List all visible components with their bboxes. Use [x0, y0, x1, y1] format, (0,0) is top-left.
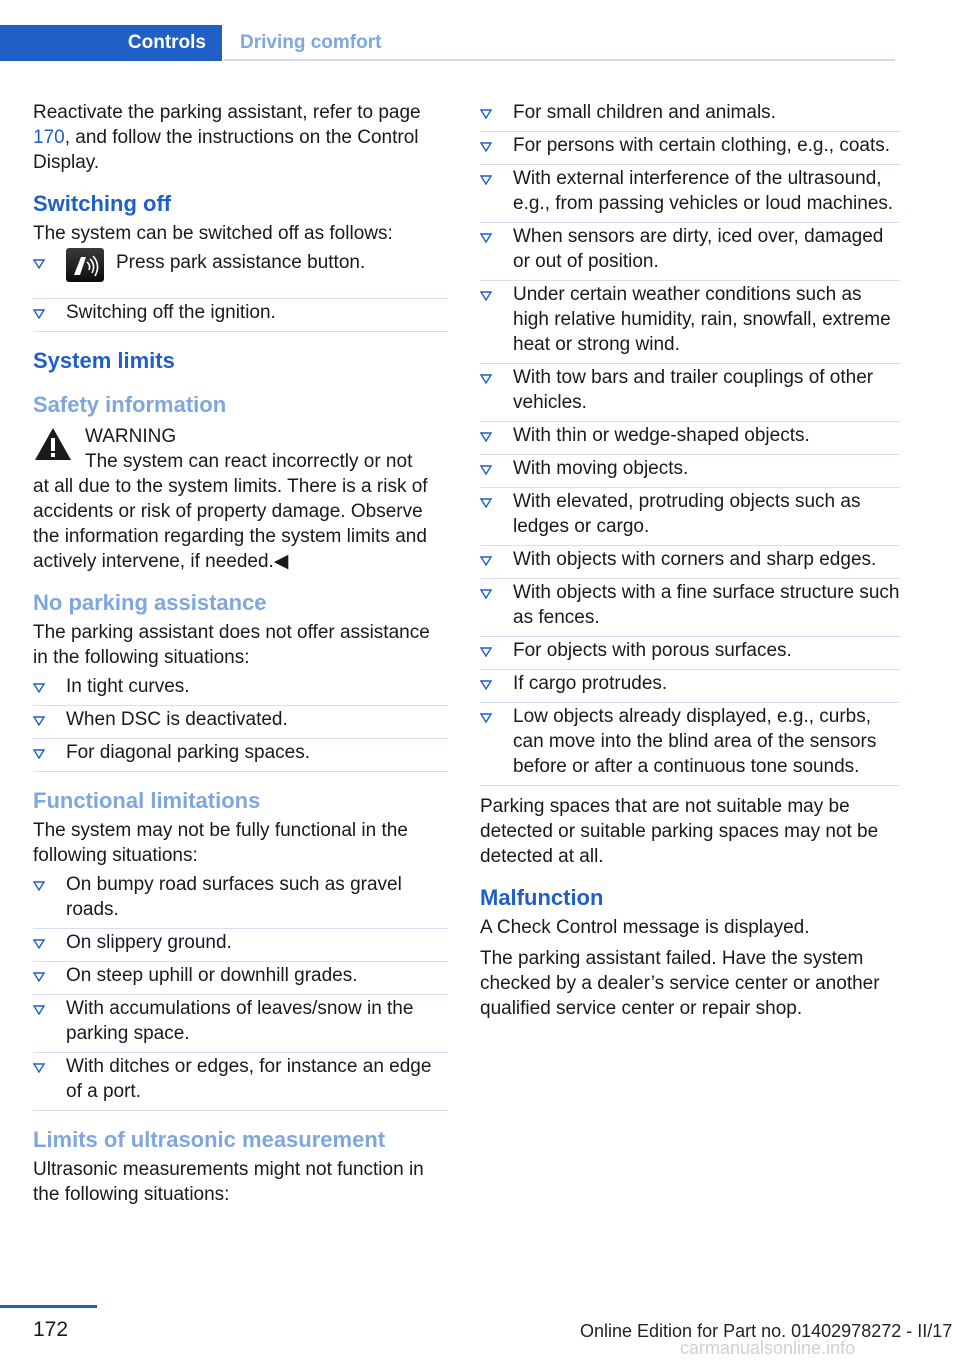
bullet-triangle-icon [33, 881, 45, 891]
heading-ultrasonic-limits: Limits of ultrasonic measurement [33, 1127, 386, 1152]
list-item [33, 707, 448, 739]
list-item [480, 580, 900, 637]
malfunction-text-1: A Check Control message is displayed. [480, 917, 810, 938]
list-item [480, 704, 900, 786]
functional-text: The system may not be fully functional in the following situations: [33, 820, 408, 866]
footer-accent-line [0, 1305, 97, 1308]
bullet-triangle-icon [33, 716, 45, 726]
ultrasonic-list [480, 100, 900, 786]
list-item-text: For diagonal parking spaces. [66, 742, 310, 763]
list-item [480, 671, 900, 703]
list-item-text: With tow bars and trailer couplings of other vehicles. [513, 367, 874, 413]
header-tabs [0, 25, 895, 61]
list-item [480, 224, 900, 281]
list-item-text: With objects with corners and sharp edges. [513, 549, 877, 570]
bullet-triangle-icon [480, 680, 492, 690]
bullet-triangle-icon [33, 309, 45, 319]
bullet-triangle-icon [33, 972, 45, 982]
warning-icon [33, 426, 73, 462]
switching-off-text: The system can be switched off as follows: [33, 223, 393, 244]
list-item [33, 963, 448, 995]
list-item [33, 250, 448, 299]
list-item-text: On steep uphill or downhill grades. [66, 965, 358, 986]
bullet-triangle-icon [33, 939, 45, 949]
list-item [480, 489, 900, 546]
bullet-triangle-icon [480, 647, 492, 657]
ultrasonic-text: Ultrasonic measurements might not function in the following situations: [33, 1159, 424, 1205]
list-item-text: If cargo protrudes. [513, 673, 668, 694]
bullet-triangle-icon [480, 498, 492, 508]
park-button-text: Press park assistance button. [116, 252, 366, 273]
list-item-text: When sensors are dirty, iced over, damaged or out of position. [513, 226, 884, 272]
list-item [480, 282, 900, 364]
bullet-triangle-icon [480, 109, 492, 119]
list-item-text: On bumpy road surfaces such as gravel roads. [66, 874, 402, 920]
list-item-text: Under certain weather conditions such as high relative humidity, rain, snowfall, extreme heat or strong wind. [513, 284, 891, 355]
warning-label: WARNING [85, 426, 177, 447]
list-item [480, 423, 900, 455]
functional-list [33, 872, 448, 1111]
tab-controls[interactable]: Controls [0, 25, 222, 61]
list-item-text: With thin or wedge-shaped objects. [513, 425, 810, 446]
bullet-triangle-icon [480, 175, 492, 185]
heading-functional-limitations: Functional limitations [33, 788, 261, 813]
watermark: carmanualsonline.info [680, 1338, 856, 1358]
heading-switching-off: Switching off [33, 191, 172, 216]
list-item-text: On slippery ground. [66, 932, 232, 953]
switching-off-list [33, 250, 448, 332]
list-item-text: With accumulations of leaves/snow in the parking space. [66, 998, 414, 1044]
list-item-text: When DSC is deactivated. [66, 709, 288, 730]
bullet-triangle-icon [480, 374, 492, 384]
list-item [33, 674, 448, 706]
list-item [480, 100, 900, 132]
list-item-text: With moving objects. [513, 458, 689, 479]
list-item-text: For persons with certain clothing, e.g., coats. [513, 135, 891, 156]
list-item-text: For small children and animals. [513, 102, 776, 123]
list-item [480, 166, 900, 223]
bullet-triangle-icon [480, 465, 492, 475]
list-item-text: Low objects already displayed, e.g., curbs, can move into the blind area of the sensors before or after a continuous tone sounds. [513, 706, 877, 777]
heading-malfunction: Malfunction [480, 885, 604, 910]
bullet-triangle-icon [33, 1005, 45, 1015]
warning-block [33, 424, 448, 474]
list-item [33, 930, 448, 962]
right-column [480, 100, 900, 1031]
intro-text-end: , and follow the instructions on the Control Display. [33, 127, 419, 173]
list-item [33, 1054, 448, 1111]
intro-text: Reactivate the parking assistant, refer to page [33, 102, 421, 123]
intro-paragraph [33, 100, 448, 175]
left-column [33, 100, 448, 1217]
no-parking-list [33, 674, 448, 772]
header-divider [224, 59, 895, 61]
bullet-triangle-icon [33, 749, 45, 759]
list-item [480, 133, 900, 165]
list-item [33, 996, 448, 1053]
list-item-text: In tight curves. [66, 676, 190, 697]
list-item-text: With elevated, protruding objects such as ledges or cargo. [513, 491, 861, 537]
list-item-text: Switching off the ignition. [66, 302, 276, 323]
warning-text-first-line: The system can react incorrectly or not [85, 451, 413, 472]
park-assist-button-icon [66, 248, 104, 282]
bullet-triangle-icon [480, 713, 492, 723]
list-item-text: With ditches or edges, for instance an edge of a port. [66, 1056, 432, 1102]
list-item [33, 740, 448, 772]
list-item [33, 300, 448, 332]
no-parking-text: The parking assistant does not offer assistance in the following situations: [33, 622, 430, 668]
bullet-triangle-icon [480, 142, 492, 152]
malfunction-text-2: The parking assistant failed. Have the system checked by a dealer’s service center or another qualified service center or repair shop. [480, 948, 880, 1019]
bullet-triangle-icon [33, 259, 45, 269]
list-item [480, 456, 900, 488]
heading-system-limits: System limits [33, 348, 175, 373]
list-item-text: With objects with a fine surface structure such as fences. [513, 582, 900, 628]
list-item [480, 547, 900, 579]
bullet-triangle-icon [480, 291, 492, 301]
page-link[interactable]: 170 [33, 127, 65, 148]
bullet-triangle-icon [33, 1063, 45, 1073]
bullet-triangle-icon [480, 432, 492, 442]
page-number: 172 [33, 1318, 69, 1341]
list-item-text: For objects with porous surfaces. [513, 640, 792, 661]
heading-safety-information: Safety information [33, 392, 227, 417]
list-item [33, 872, 448, 929]
warning-text: at all due to the system limits. There is a risk of accidents or risk of property damage. Observe the information regarding the system limits and actively intervene, if needed.◀ [33, 476, 428, 572]
bullet-triangle-icon [480, 589, 492, 599]
edition-text: Online Edition for Part no. 01402978272 - II/17 [580, 1321, 953, 1341]
list-item [480, 365, 900, 422]
parking-spaces-text: Parking spaces that are not suitable may be detected or suitable parking spaces may not be detected at all. [480, 796, 879, 867]
bullet-triangle-icon [480, 233, 492, 243]
bullet-triangle-icon [33, 683, 45, 693]
tab-driving-comfort[interactable]: Driving comfort [240, 32, 382, 53]
list-item [480, 638, 900, 670]
bullet-triangle-icon [480, 556, 492, 566]
list-item-text: With external interference of the ultrasound, e.g., from passing vehicles or loud machines. [513, 168, 894, 214]
heading-no-parking-assistance: No parking assistance [33, 590, 267, 615]
